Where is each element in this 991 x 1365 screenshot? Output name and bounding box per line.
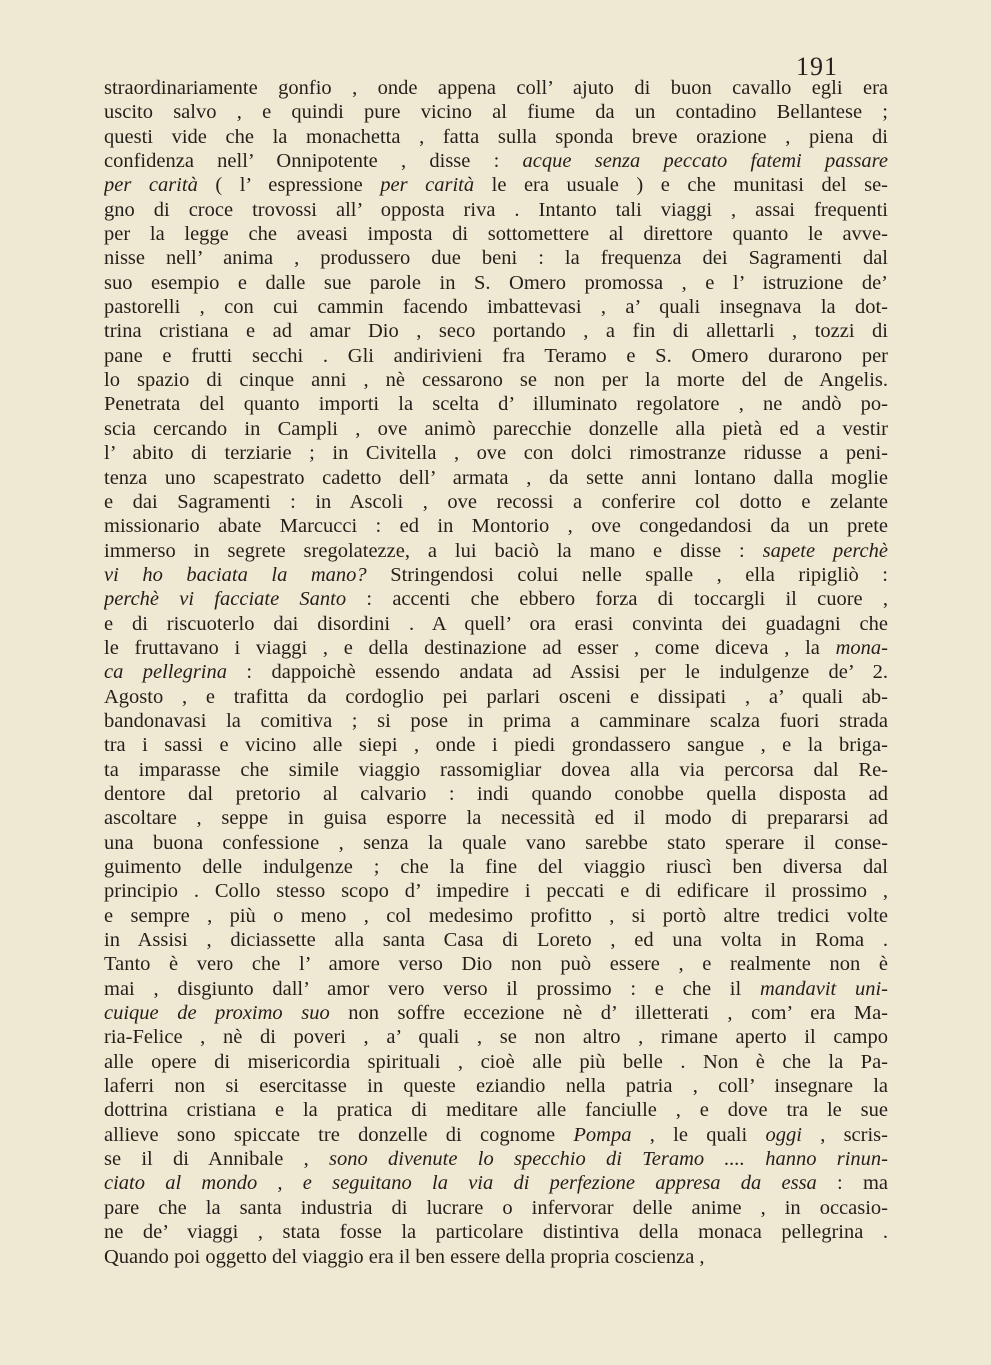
text-line — [104, 660, 888, 684]
text-segment: le era usuale ) e che munitasi del se- — [474, 174, 888, 197]
text-line — [104, 1098, 888, 1122]
text-line — [104, 612, 888, 636]
text-segment: , scris- — [801, 1123, 888, 1146]
text-segment: mai , disgiunto dall’ amor vero verso il prossimo : e che il — [104, 977, 760, 1000]
italic-text: sono divenute lo specchio di Teramo .... hanno rinun- — [329, 1148, 888, 1171]
italic-text: cuique de proximo suo — [104, 1002, 330, 1025]
text-segment: : dappoichè essendo andata ad Assisi per le indulgenze de’ 2. — [227, 661, 888, 684]
text-line — [104, 125, 888, 149]
text-segment: le fruttavano i viaggi , e della destinazione ad esser , come diceva , la — [104, 636, 836, 659]
italic-text: perchè vi facciate Santo — [104, 588, 347, 611]
text-segment: per la legge che aveasi imposta di sottomettere al direttore quanto le avve- — [104, 223, 888, 246]
text-line — [104, 1220, 888, 1244]
text-segment: Tanto è vero che l’ amore verso Dio non può essere , e realmente non è — [104, 953, 888, 976]
text-segment: pane e frutti secchi . Gli andirivieni fra Teramo e S. Omero durarono per — [104, 344, 888, 367]
text-line — [104, 831, 888, 855]
text-segment: pare che la santa industria di lucrare o infervorar delle anime , in occasio- — [104, 1196, 888, 1219]
text-line — [104, 246, 888, 270]
text-line — [104, 368, 888, 392]
text-segment: questi vide che la monachetta , fatta sulla sponda breve orazione , piena di — [104, 125, 888, 148]
text-line — [104, 782, 888, 806]
text-line — [104, 1123, 888, 1147]
text-line — [104, 392, 888, 416]
italic-text: ciato al mondo , e seguitano la via di perfezione appresa da essa — [104, 1172, 817, 1195]
text-segment: l’ abito di terziarie ; in Civitella , ove con dolci rimostranze ridusse a peni- — [104, 442, 888, 465]
text-segment: gno di croce trovossi all’ opposta riva . Intanto tali viaggi , assai frequenti — [104, 198, 888, 221]
text-segment: principio . Collo stesso scopo d’ impedire i peccati e di edificare il prossimo , — [104, 880, 888, 903]
text-line — [104, 904, 888, 928]
text-segment: dottrina cristiana e la pratica di meditare alle fanciulle , e dove tra le sue — [104, 1099, 888, 1122]
text-line — [104, 1196, 888, 1220]
text-segment: non soffre eccezione nè d’ illetterati , com’ era Ma- — [329, 1002, 888, 1025]
text-line — [104, 977, 888, 1001]
text-line — [104, 173, 888, 197]
text-segment: Stringendosi colui nelle spalle , ella ripigliò : — [366, 563, 888, 586]
text-line — [104, 563, 888, 587]
text-line — [104, 295, 888, 319]
text-segment: laferri non si esercitasse in queste eziandio nella patria , coll’ insegnare la — [104, 1075, 888, 1098]
text-line — [104, 758, 888, 782]
text-segment: : ma — [816, 1172, 888, 1195]
text-segment: in Assisi , diciassette alla santa Casa di Loreto , ed una volta in Roma . — [104, 929, 888, 952]
text-line — [104, 222, 888, 246]
text-segment: e dai Sagramenti : in Ascoli , ove recossi a conferire col dotto e zelante — [104, 490, 888, 513]
text-segment: se il di Annibale , — [104, 1148, 329, 1171]
italic-text: mandavit uni- — [759, 977, 888, 1000]
text-line — [104, 709, 888, 733]
text-segment: e di riscuoterlo dai disordini . A quell’ ora erasi convinta dei guadagni che — [104, 612, 888, 635]
text-segment: allieve sono spiccate tre donzelle di cognome — [104, 1123, 574, 1146]
text-segment: uscito salvo , e quindi pure vicino al fiume da un contadino Bellantese ; — [104, 101, 888, 124]
text-segment: nisse nell’ anima , produssero due beni : la frequenza dei Sagramenti dal — [104, 247, 888, 270]
text-segment: una buona confessione , senza la quale vano sarebbe stato sperare il conse- — [104, 831, 888, 854]
text-line — [104, 271, 888, 295]
text-line — [104, 1001, 888, 1025]
text-line — [104, 76, 888, 100]
text-line — [104, 587, 888, 611]
text-line — [104, 855, 888, 879]
text-segment: confidenza nell’ Onnipotente , disse : — [104, 150, 523, 173]
text-segment: , le quali — [631, 1123, 766, 1146]
text-segment: scia cercando in Campli , ove animò parecchie donzelle alla pietà ed a vestir — [104, 417, 888, 440]
text-line — [104, 319, 888, 343]
text-line — [104, 1171, 888, 1195]
text-segment: Quando poi oggetto del viaggio era il ben essere della propria coscienza , — [104, 1245, 705, 1268]
text-segment: missionario abate Marcucci : ed in Montorio , ove congedandosi da un prete — [104, 515, 888, 538]
text-segment: suo esempio e dalle sue parole in S. Omero promossa , e l’ istruzione de’ — [104, 271, 888, 294]
text-segment: pastorelli , con cui cammin facendo imbattevasi , a’ quali insegnava la dot- — [104, 296, 888, 319]
text-line — [104, 636, 888, 660]
italic-text: per carità — [380, 174, 475, 197]
body-text — [104, 76, 888, 1269]
text-segment: ne de’ viaggi , stata fosse la particolare distintiva della monaca pellegrina . — [104, 1221, 888, 1244]
italic-text: acque senza peccato fatemi passare — [522, 150, 888, 173]
text-line — [104, 417, 888, 441]
text-segment: tenza uno scapestrato cadetto dell’ armata , da sette anni lontano dalla moglie — [104, 466, 888, 489]
page-number: 191 — [796, 52, 838, 81]
italic-text: ca pellegrina — [104, 661, 228, 684]
text-line — [104, 806, 888, 830]
text-segment: dentore dal pretorio al calvario : indi quando conobbe quella disposta ad — [104, 782, 888, 805]
text-segment: e sempre , più o meno , col medesimo profitto , si portò altre tredici volte — [104, 904, 888, 927]
text-segment: : accenti che ebbero forza di toccargli il cuore , — [346, 588, 888, 611]
text-line — [104, 879, 888, 903]
text-line — [104, 344, 888, 368]
text-line — [104, 1074, 888, 1098]
text-segment: guimento delle indulgenze ; che la fine del viaggio riuscì ben diversa dal — [104, 856, 888, 878]
text-segment: trina cristiana e ad amar Dio , seco portando , a fin di allettarli , tozzi di — [104, 320, 888, 343]
text-line — [104, 685, 888, 709]
text-segment: straordinariamente gonfio , onde appena coll’ ajuto di buon cavallo egli era — [104, 77, 888, 99]
text-line — [104, 514, 888, 538]
text-line — [104, 441, 888, 465]
text-line — [104, 466, 888, 490]
text-segment: immerso in segrete sregolatezze, a lui baciò la mano e disse : — [104, 539, 763, 562]
text-segment: tra i sassi e vicino alle siepi , onde i piedi grondassero sangue , e la briga- — [104, 734, 888, 757]
italic-text: Pompa — [573, 1123, 632, 1146]
italic-text: oggi — [765, 1123, 802, 1146]
text-line — [104, 1025, 888, 1049]
italic-text: vi ho baciata la mano? — [104, 563, 367, 586]
text-line — [104, 1050, 888, 1074]
text-segment: bandonavasi la comitiva ; si pose in prima a camminare scalza fuori strada — [104, 709, 888, 732]
text-segment: ascoltare , seppe in guisa esporre la necessità ed il modo di prepararsi ad — [104, 807, 888, 830]
text-segment: Penetrata del quanto importi la scelta d’ illuminato regolatore , ne andò po- — [104, 393, 888, 416]
text-segment: lo spazio di cinque anni , nè cessarono se non per la morte del de Angelis. — [104, 369, 888, 392]
italic-text: mona- — [835, 636, 888, 659]
text-segment: ( l’ espressione — [197, 174, 381, 197]
text-line — [104, 490, 888, 514]
text-line — [104, 952, 888, 976]
text-line — [104, 928, 888, 952]
text-segment: Agosto , e trafitta da cordoglio pei parlari osceni e dissipati , a’ quali ab- — [104, 685, 888, 708]
text-line — [104, 1147, 888, 1171]
text-segment: ta imparasse che simile viaggio rassomigliar dovea alla via percorsa dal Re- — [104, 758, 888, 781]
text-line — [104, 1245, 888, 1269]
text-line — [104, 733, 888, 757]
text-segment: alle opere di misericordia spirituali , cioè alle più belle . Non è che la Pa- — [104, 1050, 888, 1073]
text-line — [104, 539, 888, 563]
text-line — [104, 149, 888, 173]
text-line — [104, 198, 888, 222]
text-segment: ria-Felice , nè di poveri , a’ quali , se non altro , rimane aperto il campo — [104, 1026, 888, 1049]
text-line — [104, 100, 888, 124]
italic-text: sapete perchè — [762, 539, 888, 562]
italic-text: per carità — [104, 174, 198, 197]
